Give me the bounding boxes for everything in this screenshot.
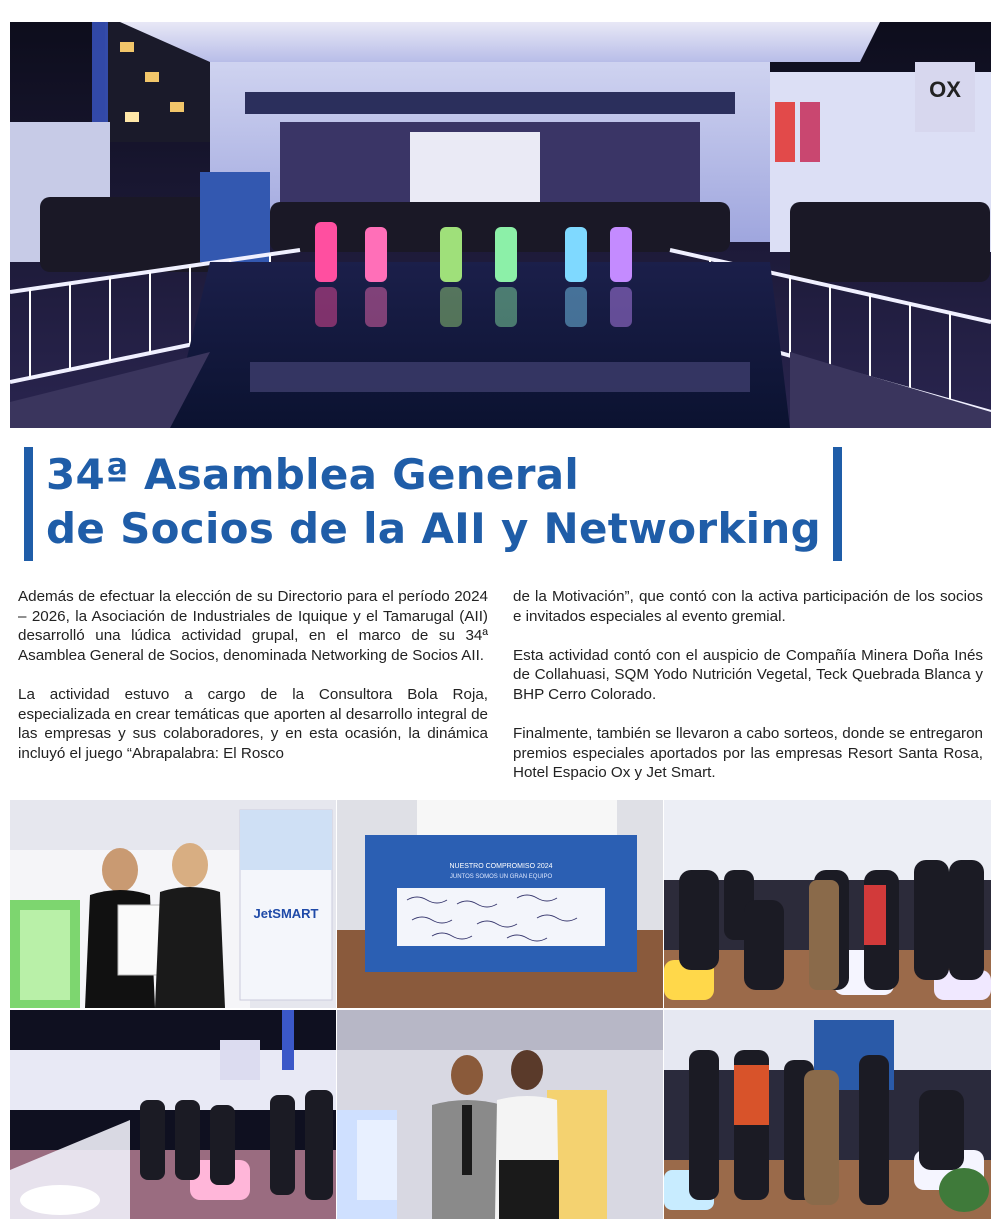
title-accent-bar-right [833,447,842,561]
gallery-photo-lounge [664,800,991,1008]
hotel-sign-text: OX [929,77,961,102]
paragraph: Además de efectuar la elección de su Directorio para el período 2024 – 2026, la Asociación de Industriales de Iquique y el Tamarugal (AII) desarrolló una lúdica actividad grupal, en el marco de su 34ª Asamblea General de Socios, denominada Networking de Socios AII. [18,588,488,664]
paragraph: Esta actividad contó con el auspicio de Compañía Minera Doña Inés de Collahuasi, SQM Yodo Nutrición Vegetal, Teck Quebrada Blanca y BHP Cerro Colorado. [513,646,983,703]
gallery-photo-jetsmart [10,800,336,1008]
jetsmart-brand-text: JetSMART [253,906,319,921]
signature-board-line2: JUNTOS SOMOS UN GRAN EQUIPO [449,874,553,880]
gallery-photo-terrace [10,1010,336,1219]
paragraph: de la Motivación”, que contó con la activa participación de los socios e invitados especiales al evento gremial. [513,588,983,625]
gallery-photo-signature-board [337,800,663,1008]
title-line-1: 34ª Asamblea General [46,450,580,499]
title-accent-bar-left [24,447,33,561]
hero-event-photo [10,22,991,428]
article-column-right [513,587,983,803]
paragraph: La actividad estuvo a cargo de la Consultora Bola Roja, especializada en crear temáticas que aporten al desarrollo integral de las empresas y sus colaboradores, y en esta ocasión, la dinámica incluyó el juego “Abrapalabra: El Rosco [18,685,488,762]
article-title [46,448,826,556]
signature-board-line1: NUESTRO COMPROMISO 2024 [449,863,553,870]
gallery-photo-guests [664,1010,991,1219]
paragraph: Finalmente, también se llevaron a cabo sorteos, donde se entregaron premios especiales aportados por las empresas Resort Santa Rosa, Hotel Espacio Ox y Jet Smart. [513,725,983,782]
title-line-2: de Socios de la AII y Networking [46,504,821,553]
article-column-left [18,587,488,783]
gallery-photo-couple [337,1010,663,1219]
